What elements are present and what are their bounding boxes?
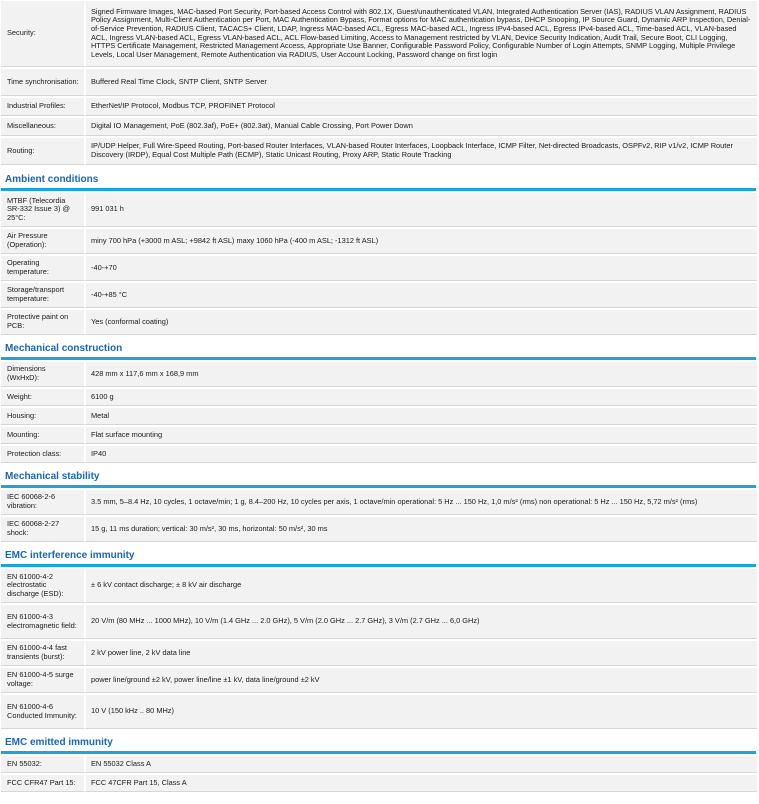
spec-table-mechanical-construction [1,360,757,465]
row-label: Housing: [1,408,84,425]
row-label: Air Pressure (Operation): [1,229,84,254]
table-row [1,641,757,666]
row-label: Routing: [1,138,84,165]
table-row [1,668,757,693]
section-header-ambient-conditions [0,168,759,191]
table-row [1,569,757,603]
row-value: FCC 47CFR Part 15, Class A [84,775,757,792]
row-label: IEC 60068-2-6 vibration: [1,490,84,515]
row-label: Security: [1,1,84,67]
row-value: IP40 [84,446,757,463]
spec-table-emc-emitted [1,754,757,794]
row-label: Protection class: [1,446,84,463]
table-row [1,69,757,96]
row-label: Miscellaneous: [1,118,84,136]
section-title: Ambient conditions [5,174,99,185]
row-label: EN 61000-4-5 surge voltage: [1,668,84,693]
spec-table-ambient [1,191,757,337]
row-value: Signed Firmware Images, MAC-based Port Security, Port-based Access Control with 802.1X, Guest/unauthenticated VLAN, Integrated Authentication Server (IAS), RADIUS VLAN Assignment, RADIUS Policy Assignment, Multi-Client Authentication per Port, MAC Authentication Bypass, Format options for MAC authentication bypass, DHCP Snooping, IP Source Guard, Dynamic ARP Inspection, Denial-of-Service Prevention, RADIUS Client, TACACS+ Client, LDAP, Ingress MAC-based ACL, Egress MAC-based ACL, Ingress IPv4-based ACL, Egress IPv4-based ACL, Time-based ACL, VLAN-based ACL, Ingress VLAN-based ACL, Egress VLAN-based ACL, ACL Flow-based Limiting, Access to Management restricted by VLAN, Device Security Indication, Audit Trail, Secure Boot, CLI Logging, HTTPS Certificate Management, Restricted Management Access, Appropriate Use Banner, Configurable Password Policy, Configurable Number of Login Attempts, SNMP Logging, Multiple Privilege Levels, Local User Management, Remote Authentication via RADIUS, User Account Locking, Password change on first login [84,1,757,67]
row-value: IP/UDP Helper, Full Wire-Speed Routing, Port-based Router Interfaces, VLAN-based Router Interfaces, Loopback Interface, ICMP Filter, Net-directed Broadcasts, OSPFv2, RIP v1/v2, ICMP Router Discovery (IRDP), Equal Cost Multiple Path (ECMP), Static Unicast Routing, Proxy ARP, Static Route Tracking [84,138,757,165]
row-value: -40-+85 °C [84,283,757,308]
row-value: Buffered Real Time Clock, SNTP Client, SNTP Server [84,69,757,96]
section-divider [1,751,756,754]
row-value: ± 6 kV contact discharge; ± 8 kV air discharge [84,569,757,603]
table-row [1,775,757,792]
section-header-mechanical-stability [0,465,759,488]
row-label: Industrial Profiles: [1,98,84,116]
table-row [1,490,757,515]
row-label: Protective paint on PCB: [1,310,84,335]
row-value: Flat surface mounting [84,427,757,444]
table-row [1,256,757,281]
section-divider [1,564,756,567]
row-value: power line/ground ±2 kV, power line/line ±1 kV, data line/ground ±2 kV [84,668,757,693]
section-header-emc-interference-immunity [0,544,759,567]
row-value: 6100 g [84,389,757,406]
row-label: Weight: [1,389,84,406]
row-value: 20 V/m (80 MHz ... 1000 MHz), 10 V/m (1.4 GHz ... 2.0 GHz), 5 V/m (2.0 GHz ... 2.7 GHz), 3 V/m (2.7 GHz ... 6,0 GHz) [84,605,757,639]
table-row [1,193,757,227]
row-value: 15 g, 11 ms duration; vertical: 30 m/s², 30 ms, horizontal: 50 m/s², 30 ms [84,517,757,542]
row-label: Dimensions (WxHxD): [1,362,84,387]
section-divider [1,357,756,360]
row-value: EtherNet/IP Protocol, Modbus TCP, PROFINET Protocol [84,98,757,116]
row-label: EN 61000-4-4 fast transients (burst): [1,641,84,666]
row-value: 2 kV power line, 2 kV data line [84,641,757,666]
row-label: FCC CFR47 Part 15: [1,775,84,792]
row-label: EN 61000-4-3 electromagnetic field: [1,605,84,639]
section-title: EMC emitted immunity [5,737,113,748]
table-row [1,310,757,335]
table-row [1,695,757,729]
section-title: Mechanical construction [5,343,123,354]
row-label: IEC 60068-2-27 shock: [1,517,84,542]
table-row [1,389,757,406]
row-value: 428 mm x 117,6 mm x 168,9 mm [84,362,757,387]
row-label: EN 61000-4-2 electrostatic discharge (ESD): [1,569,84,603]
table-row [1,98,757,116]
row-value: Yes (conformal coating) [84,310,757,335]
spec-table-mechanical-stability [1,488,757,544]
table-row [1,517,757,542]
table-row [1,446,757,463]
row-label: Mounting: [1,427,84,444]
row-label: EN 55032: [1,756,84,773]
table-row [1,427,757,444]
table-row [1,756,757,773]
row-value: miny 700 hPa (+3000 m ASL; +9842 ft ASL) maxy 1060 hPa (-400 m ASL; -1312 ft ASL) [84,229,757,254]
table-row [1,138,757,165]
row-label: EN 61000-4-6 Conducted Immunity: [1,695,84,729]
section-header-emc-emitted-immunity [0,731,759,754]
row-label: Time synchronisation: [1,69,84,96]
row-label: Storage/transport temperature: [1,283,84,308]
table-row [1,118,757,136]
spec-table-top [1,0,757,167]
row-label: MTBF (Telecordia SR-332 Issue 3) @ 25°C: [1,193,84,227]
table-row [1,229,757,254]
table-row [1,283,757,308]
table-row [1,1,757,67]
section-divider [1,485,756,488]
section-title: EMC interference immunity [5,550,135,561]
table-row [1,408,757,425]
row-value: EN 55032 Class A [84,756,757,773]
row-value: 10 V (150 kHz .. 80 MHz) [84,695,757,729]
row-value: Metal [84,408,757,425]
row-value: 3.5 mm, 5–8.4 Hz, 10 cycles, 1 octave/min; 1 g, 8.4–200 Hz, 10 cycles per axis, 1 octave/min operational: 5 Hz ... 150 Hz, 1,0 m/s² (rms) non operational: 5 Hz ... 150 Hz, 5,72 m/s² (rms) [84,490,757,515]
table-row [1,605,757,639]
spec-table-emc-interference [1,567,757,731]
row-label: Operating temperature: [1,256,84,281]
table-row [1,362,757,387]
section-header-mechanical-construction [0,337,759,360]
section-divider [1,188,756,191]
section-title: Mechanical stability [5,471,100,482]
row-value: Digital IO Management, PoE (802.3af), PoE+ (802.3at), Manual Cable Crossing, Port Power Down [84,118,757,136]
row-value: 991 031 h [84,193,757,227]
row-value: -40-+70 [84,256,757,281]
